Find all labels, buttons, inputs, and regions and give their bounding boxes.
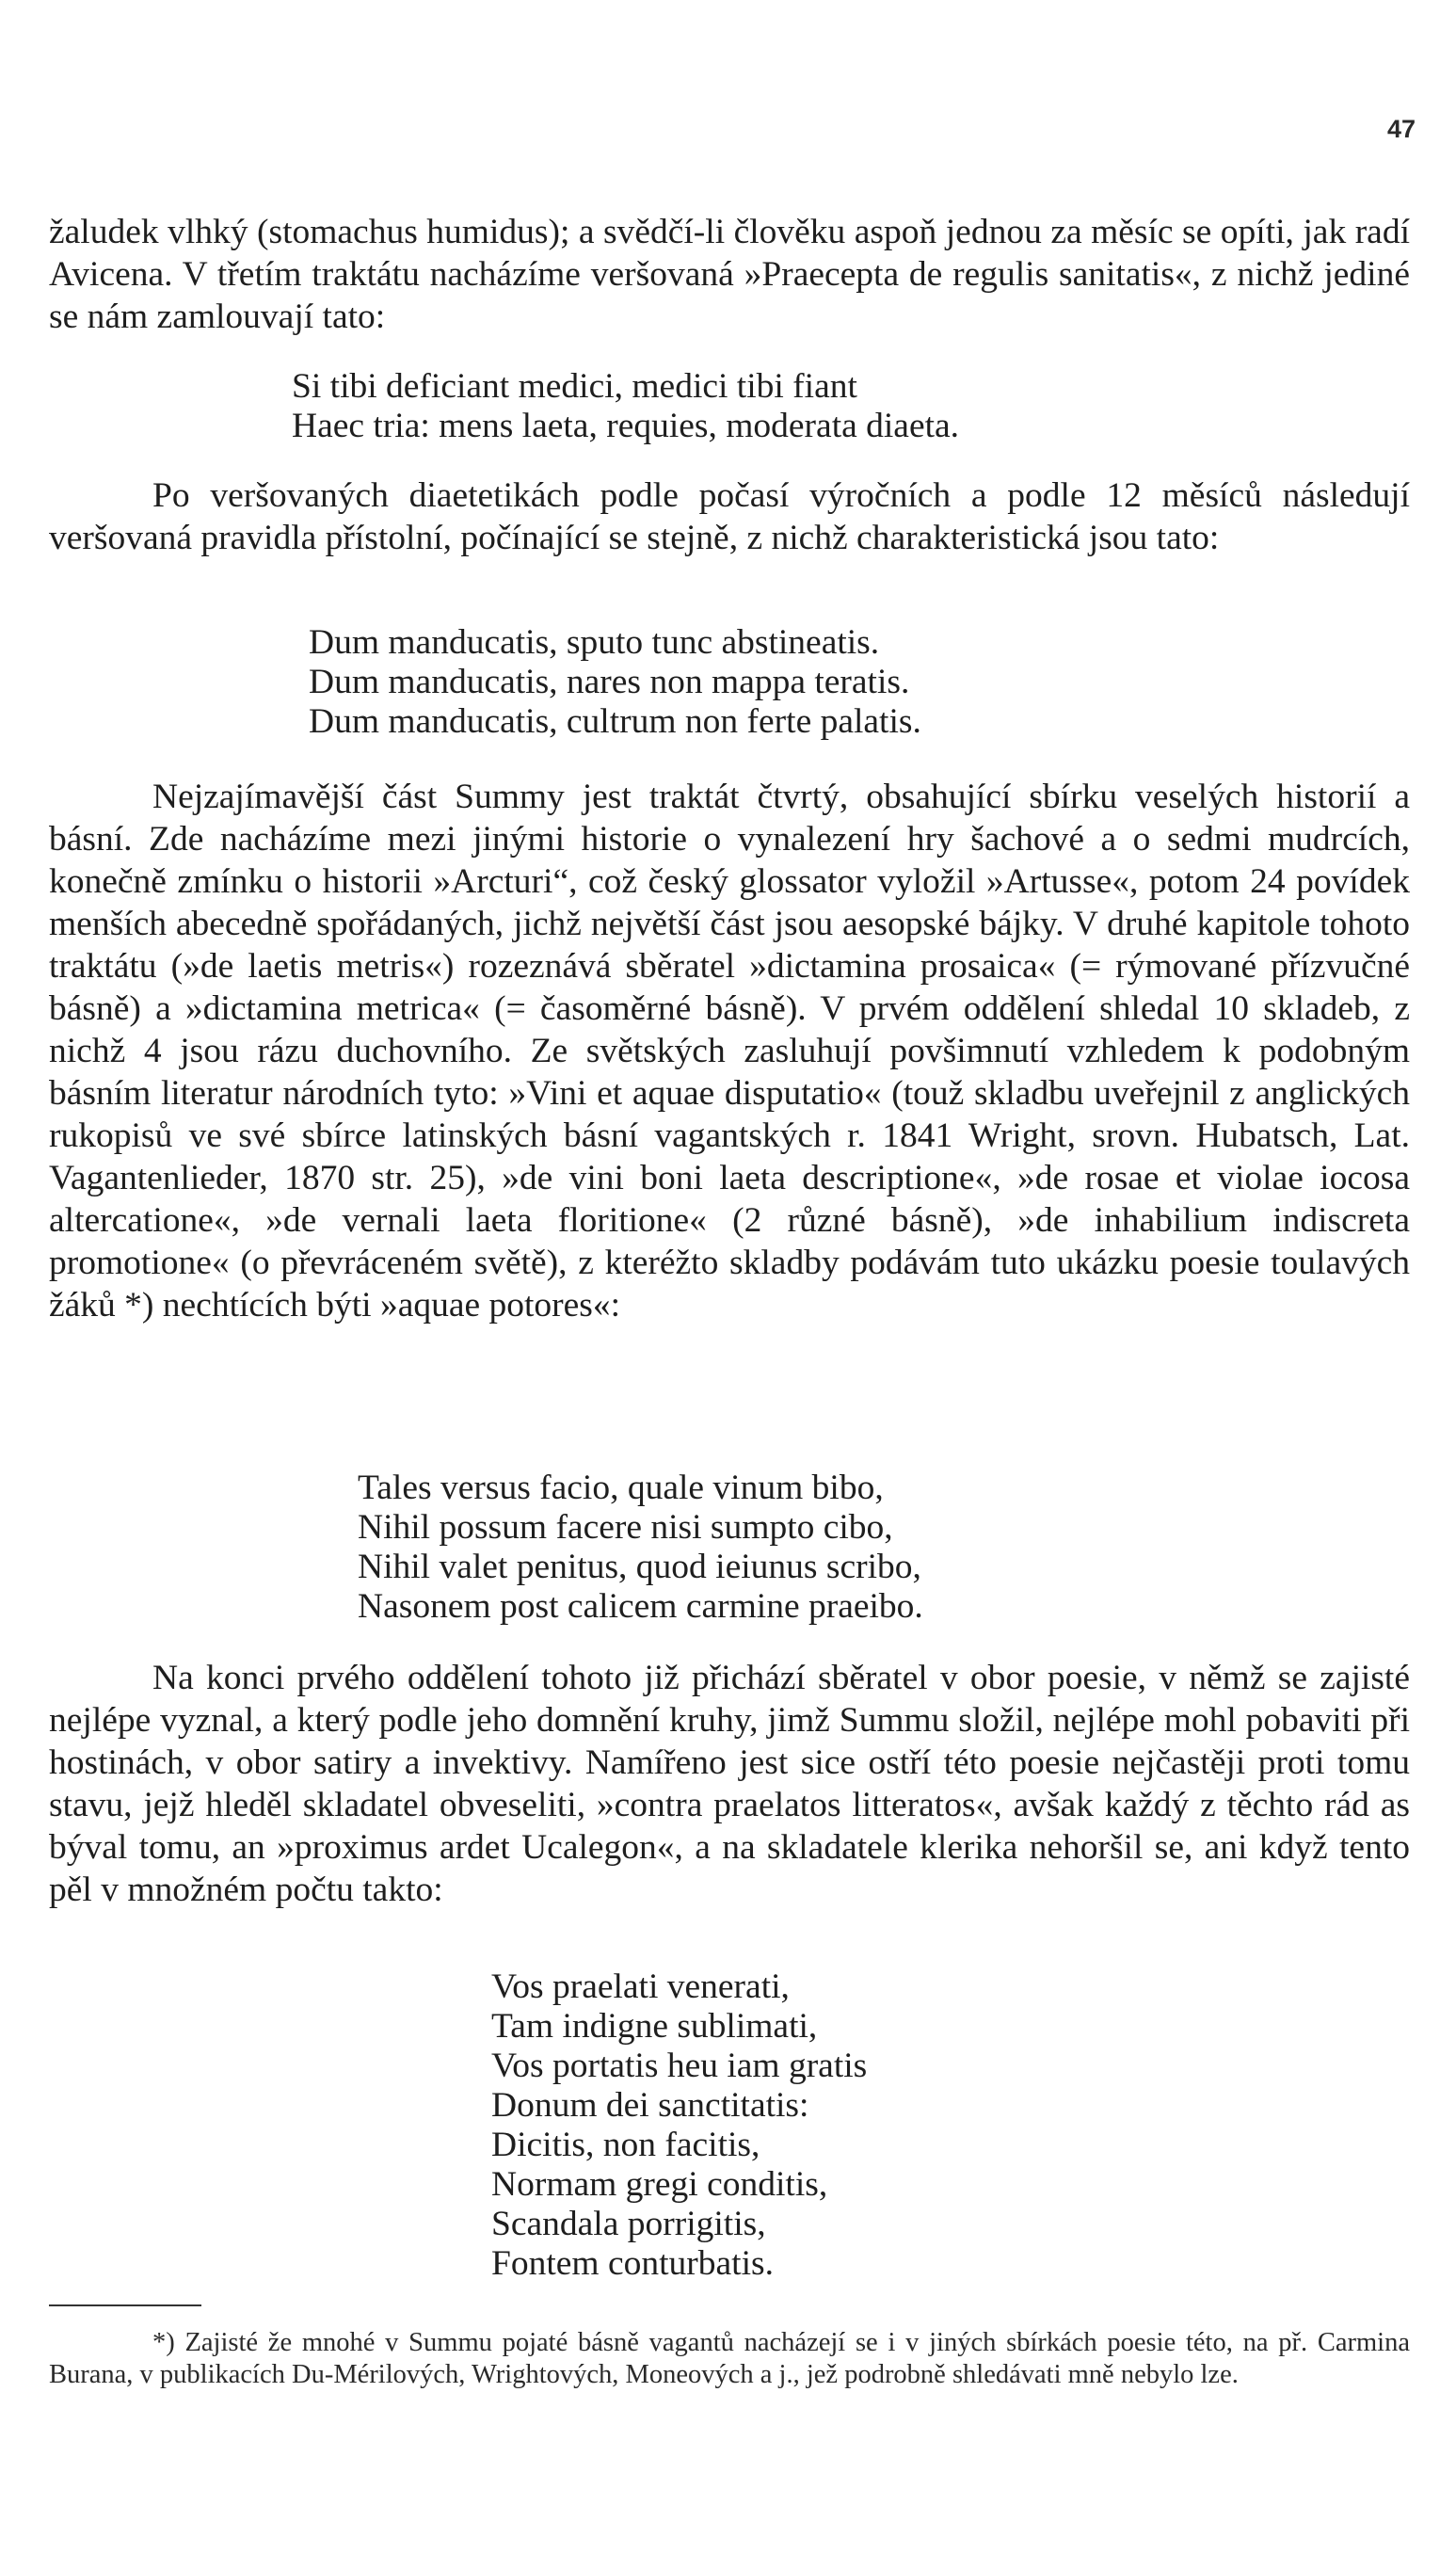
paragraph-2: Po veršovaných diaetetikách podle počasí výročních a podle 12 měsíců následují veršovaná pravidla přístolní, počínající se stejně, z nichž charakteristická jsou tato: bbox=[49, 476, 1410, 557]
paragraph-3: Nejzajímavější část Summy jest traktát čtvrtý, obsahující sbírku veselých historií a básní. Zde nacházíme mezi jinými historie o vynalezení hry šachové a o sedmi mudrcích, konečně zmínku o historii »Arcturi“, což český glossator vyložil »Artusse«, potom 24 povídek menších abecedně spořádaných, jichž největší část jsou aesopské bájky. V druhé kapitole tohoto traktátu (»de laetis metris«) rozeznává sběratel »dictamina prosaica« (= rýmované přízvučné básně) a »dictamina metrica« (= časoměrné básně). V prvém oddělení shledal 10 skladeb, z nichž 4 jsou rázu duchovního. Ze světských zasluhují povšimnutí vzhledem k podobným básním literatur národních tyto: »Vini et aquae disputatio« (touž skladbu uveřejnil z anglických rukopisů ve své sbírce latinských básní vagantských r. 1841 Wright, srovn. Hubatsch, Lat. Vagantenlieder, 1870 str. 25), »de vini boni laeta descriptione«, »de rosae et violae iocosa altercatione«, »de vernali laeta floritione« (2 různé básně), »de inhabilium indiscreta promotione« (o převráceném světě), z kteréžto skladby podávám tuto ukázku poesie toulavých žáků *) nechtících býti »aquae potores«: bbox=[49, 778, 1410, 1325]
verse-line: Dum manducatis, sputo tunc abstineatis. bbox=[309, 623, 880, 662]
verse-line: Nihil possum facere nisi sumpto cibo, bbox=[358, 1508, 893, 1547]
verse-line: Scandala porrigitis, bbox=[491, 2205, 766, 2243]
verse-block-4 bbox=[491, 1967, 867, 2284]
verse-line: Vos praelati venerati, bbox=[491, 1967, 790, 2006]
verse-line: Nasonem post calicem carmine praeibo. bbox=[358, 1587, 923, 1626]
verse-block-1 bbox=[292, 367, 959, 446]
paragraph-1: žaludek vlhký (stomachus humidus); a svědčí-li člověku aspoň jednou za měsíc se opíti, jak radí Avicena. V třetím traktátu nacházíme veršovaná »Praecepta de regulis sanitatis«, z nichž jediné se nám zamlouvají tato: bbox=[49, 213, 1410, 336]
paragraph-4: Na konci prvého oddělení tohoto již přichází sběratel v obor poesie, v němž se zajisté nejlépe vyznal, a který podle jeho domnění kruhy, jimž Summu složil, nejlépe mohl pobaviti při hostinách, v obor satiry a invektivy. Namířeno jest sice ostří této poesie nejčastěji proti tomu stavu, jejž hleděl skladatel obveseliti, »contra praelatos litteratos«, avšak každý z těchto rád as býval tomu, an »proximus ardet Ucalegon«, a na skladatele klerika nehoršil se, ani když tento pěl v množném počtu takto: bbox=[49, 1659, 1410, 1909]
verse-block-2 bbox=[309, 623, 921, 742]
verse-line: Vos portatis heu iam gratis bbox=[491, 2047, 868, 2085]
page-number: 47 bbox=[1386, 115, 1416, 143]
verse-line: Fontem conturbatis. bbox=[491, 2244, 774, 2283]
verse-block-3 bbox=[358, 1469, 923, 1627]
verse-line: Haec tria: mens laeta, requies, moderata diaeta. bbox=[292, 407, 960, 445]
verse-line: Tam indigne sublimati, bbox=[491, 2007, 818, 2046]
verse-line: Tales versus facio, quale vinum bibo, bbox=[358, 1469, 884, 1507]
footnote-divider bbox=[49, 2304, 201, 2306]
footnote: *) Zajisté že mnohé v Summu pojaté básně vagantů nacházejí se i v jiných sbírkách poesie této, na př. Carmina Burana, v publikacích Du-Mérilových, Wrightových, Moneových a j., jež podrobně shledávati mně nebylo lze. bbox=[49, 2328, 1410, 2389]
verse-line: Dicitis, non facitis, bbox=[491, 2126, 760, 2164]
verse-line: Nihil valet penitus, quod ieiunus scribo, bbox=[358, 1548, 921, 1586]
verse-line: Si tibi deficiant medici, medici tibi fiant bbox=[292, 367, 857, 406]
verse-line: Dum manducatis, nares non mappa teratis. bbox=[309, 663, 910, 701]
verse-line: Donum dei sanctitatis: bbox=[491, 2086, 809, 2125]
verse-line: Dum manducatis, cultrum non ferte palatis. bbox=[309, 702, 921, 741]
verse-line: Normam gregi conditis, bbox=[491, 2165, 828, 2204]
